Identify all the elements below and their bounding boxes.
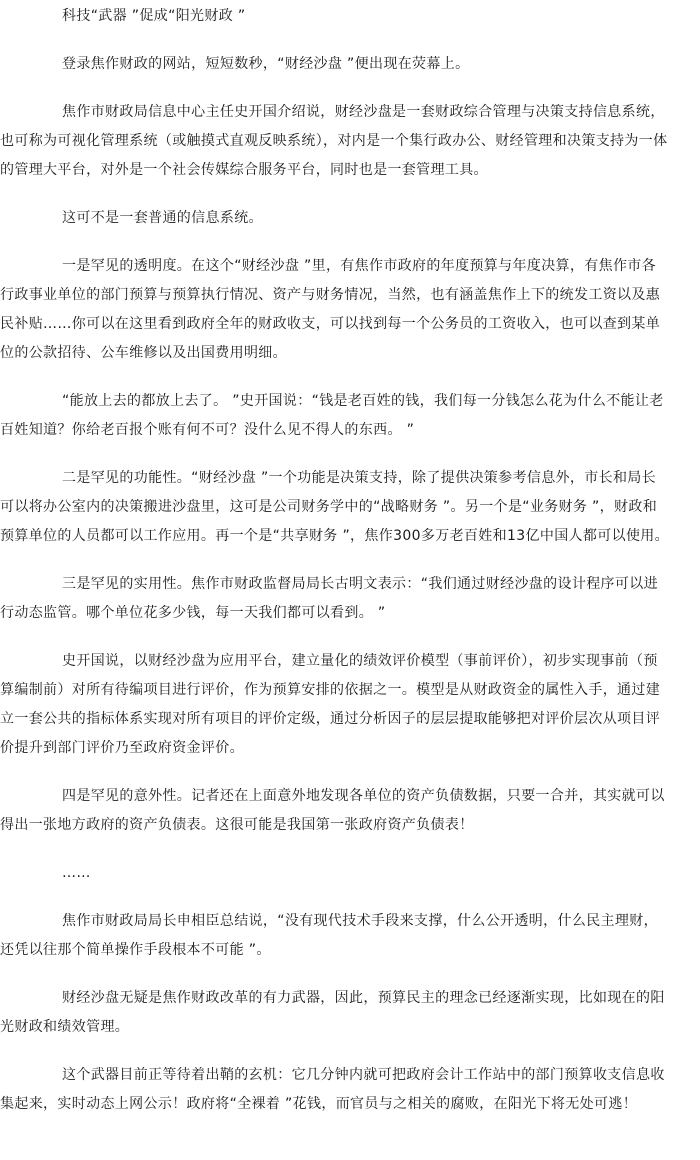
paragraph-summary: 焦作市财政局局长申相臣总结说，“没有现代技术手段来支撑，什么公开透明，什么民主理财，还凭以往那个简单操作手段根本不可能 ”。 <box>0 913 658 958</box>
paragraph-transparency: 一是罕见的透明度。在这个“财经沙盘 ”里，有焦作市政府的年度预算与年度决算，有焦作市各行政事业单位的部门预算与预算执行情况、资产与财务情况，当然，也有涵盖焦作上下的统发工资以及惠民补贴……你可以在这里看到政府全年的财政收支，可以找到每一个公务员的工资收入，也可以查到某单位的公款招待、公车维修以及出国费用明细。 <box>0 258 661 361</box>
paragraph-functionality: 二是罕见的功能性。“财经沙盘 ”一个功能是决策支持，除了提供决策参考信息外，市长和局长可以将办公室内的决策搬进沙盘里，这可是公司财务学中的“战略财务 ”。另一个是“业务财务 ”，财政和预算单位的人员都可以工作应用。再一个是“共享财务 ”，焦作300多万老百姓和13亿中国人都可以使用。 <box>0 470 669 544</box>
paragraph-definition: 焦作市财政局信息中心主任史开国介绍说，财经沙盘是一套财政综合管理与决策支持信息系统，也可称为可视化管理系统（或触摸式直观反映系统），对内是一个集行政办公、财经管理和决策支持为一体的管理大平台，对外是一个社会传媒综合服务平台，同时也是一套管理工具。 <box>0 104 668 178</box>
paragraph-evaluation-model: 史开国说，以财经沙盘为应用平台，建立量化的绩效评价模型（事前评价），初步实现事前（预算编制前）对所有待编项目进行评价，作为预算安排的依据之一。模型是从财政资金的属性入手，通过建立一套公共的指标体系实现对所有项目的评价定级，通过分析因子的层层提取能够把对评价层次从项目评价提升到部门评价乃至政府资金评价。 <box>0 653 661 756</box>
paragraph-conclusion: 这个武器目前正等待着出鞘的玄机：它几分钟内就可把政府会计工作站中的部门预算收支信息收集起来，实时动态上网公示！政府将“全裸着 ”花钱，而官员与之相关的腐败，在阳光下将无处可逃！ <box>0 1067 665 1112</box>
paragraph-quote-shi: “能放上去的都放上去了。 ”史开国说：“钱是老百姓的钱，我们每一分钱怎么花为什么不能让老百姓知道？你给老百报个账有何不可？没什么见不得人的东西。 ” <box>0 393 664 438</box>
paragraph-ellipsis: …… <box>62 865 91 881</box>
article <box>0 2 674 1137</box>
article-title: 科技“武器 ”促成“阳光财政 ” <box>62 8 246 24</box>
paragraph-not-ordinary: 这可不是一套普通的信息系统。 <box>62 210 263 226</box>
paragraph-intro: 登录焦作财政的网站，短短数秒，“财经沙盘 ”便出现在荧幕上。 <box>62 56 470 72</box>
paragraph-practicality: 三是罕见的实用性。焦作市财政监督局局长古明文表示：“我们通过财经沙盘的设计程序可以进行动态监管。哪个单位花多少钱，每一天我们都可以看到。 ” <box>0 576 658 621</box>
paragraph-reform: 财经沙盘无疑是焦作财政改革的有力武器，因此，预算民主的理念已经逐渐实现，比如现在的阳光财政和绩效管理。 <box>0 990 665 1035</box>
paragraph-unexpectedness: 四是罕见的意外性。记者还在上面意外地发现各单位的资产负债数据，只要一合并，其实就可以得出一张地方政府的资产负债表。这很可能是我国第一张政府资产负债表！ <box>0 788 665 833</box>
